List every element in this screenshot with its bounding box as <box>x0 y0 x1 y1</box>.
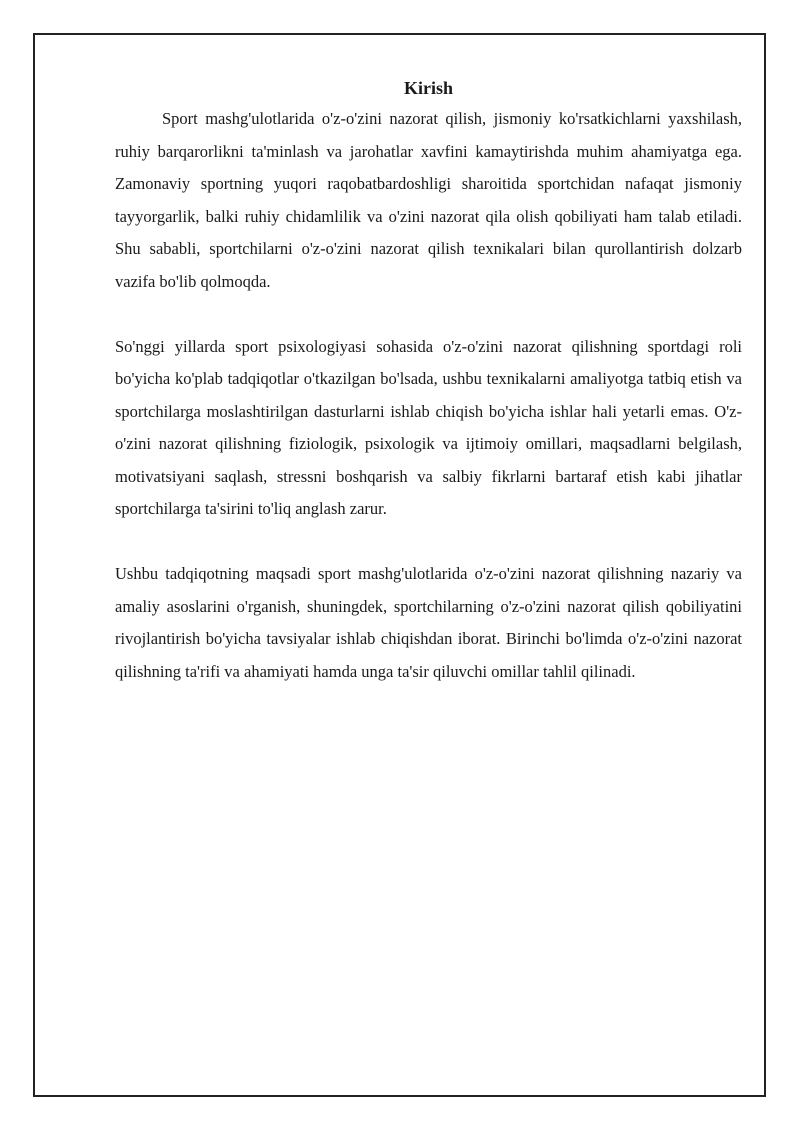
paragraph-1: Sport mashg'ulotlarida o'z-o'zini nazorat qilish, jismoniy ko'rsatkichlarni yaxshilash, ruhiy barqarorlikni ta'minlash va jarohatlar xavfini kamaytirishda muhim ahamiyatga ega. Zamonaviy sportning yuqori raqobatbardoshligi sharoitida sportchidan nafaqat jismoniy tayyorgarlik, balki ruhiy chidamlilik va o'zini nazorat qila olish qobiliyati ham talab etiladi. Shu sababli, sportchilarni o'z-o'zini nazorat qilish texnikalari bilan qurollantirish dolzarb vazifa bo'lib qolmoqda. <box>115 109 742 291</box>
paragraph-3: Ushbu tadqiqotning maqsadi sport mashg'ulotlarida o'z-o'zini nazorat qilishning nazariy va amaliy asoslarini o'rganish, shuningdek, sportchilarning o'z-o'zini nazorat qilish qobiliyatini rivojlantirish bo'yicha tavsiyalar ishlab chiqishdan iborat. Birinchi bo'limda o'z-o'zini nazorat qilishning ta'rifi va ahamiyati hamda unga ta'sir qiluvchi omillar tahlil qilinadi. <box>115 564 742 681</box>
document-body <box>115 75 742 721</box>
page-title: Kirish <box>403 78 453 98</box>
paragraph-2: So'nggi yillarda sport psixologiyasi sohasida o'z-o'zini nazorat qilishning sportdagi roli bo'yicha ko'plab tadqiqotlar o'tkazilgan bo'lsada, ushbu texnikalarni amaliyotga tatbiq etish va sportchilarga moslashtirilgan dasturlarni ishlab chiqish bo'yicha ishlar hali yetarli emas. O'z-o'zini nazorat qilishning fiziologik, psixologik va ijtimoiy omillari, maqsadlarni belgilash, motivatsiyani saqlash, stressni boshqarish va salbiy fikrlarni bartaraf etish kabi jihatlar sportchilarga ta'sirini to'liq anglash zarur. <box>115 336 742 518</box>
